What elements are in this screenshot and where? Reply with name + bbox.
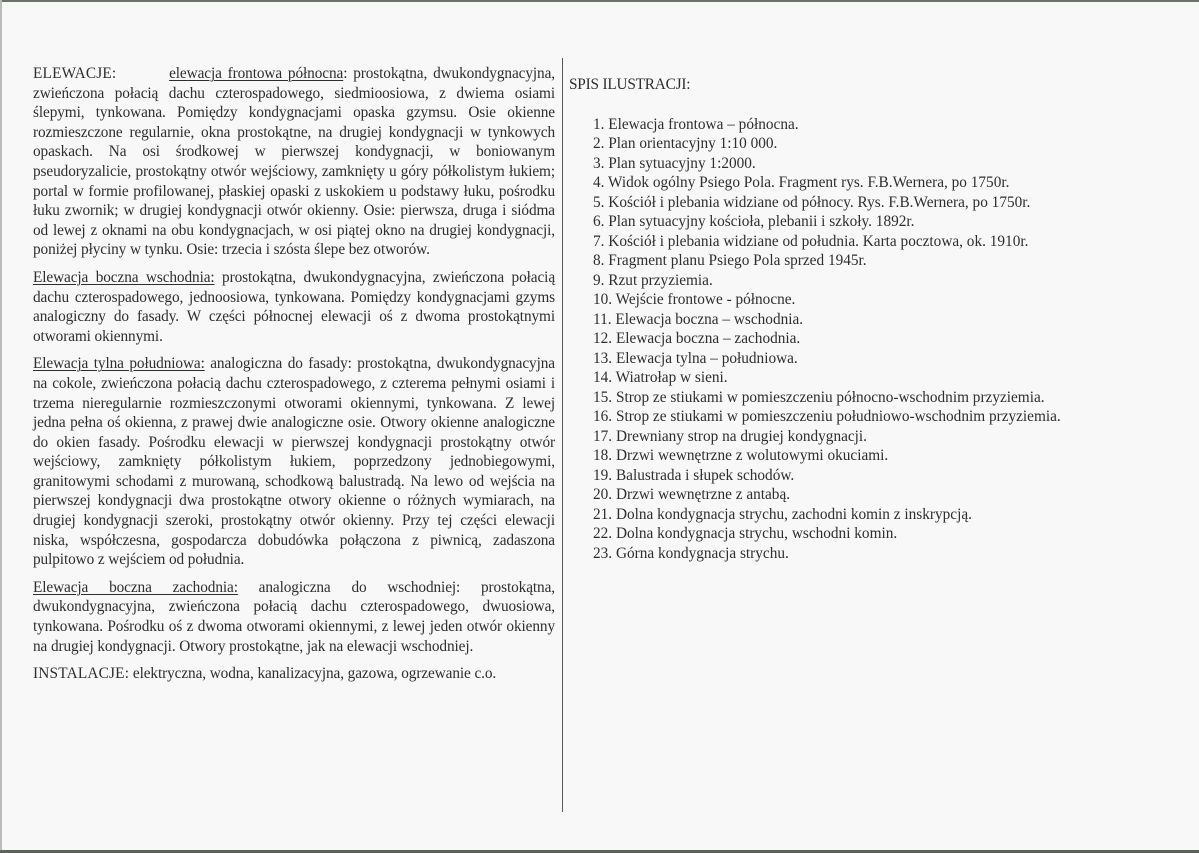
list-item: 19. Balustrada i słupek schodów. [593,466,795,484]
section-body: analogiczna do wschodniej: prostokątna, dwukondygnacyjna, zwieńczona połacią dachu czterospadowego, dwuosiowa, tynkowana. Pośrodku oś z dwoma otworami okiennymi, z lewej jeden otwór okienny na drugiej kondygnacji. Otwory prostokątne, jak na elewacji wschodniej. [33,578,555,655]
left-column [33,64,555,692]
section-elewacja-wschodnia [33,268,555,346]
list-item: 2. Plan orientacyjny 1:10 000. [593,135,778,153]
section-elewacja-zachodnia [33,578,555,656]
list-item: 10. Wejście frontowe - północne. [593,291,796,309]
list-item: 3. Plan sytuacyjny 1:2000. [593,154,756,172]
list-item: 9. Rzut przyziemia. [593,271,713,289]
section-heading: elewacja frontowa północna [169,65,344,82]
section-heading: Elewacja boczna wschodnia: [33,268,215,286]
section-body: elektryczna, wodna, kanalizacyjna, gazowa, ogrzewanie c.o. [129,665,497,683]
list-item: 15. Strop ze stiukami w pomieszczeniu północno-wschodnim przyziemia. [593,388,1045,406]
list-item: 21. Dolna kondygnacja strychu, zachodni komin z inskrypcją. [593,505,972,523]
section-lead-label: INSTALACJE: [33,665,130,683]
section-body: analogiczna do fasady: prostokątna, dwukondygnacyjna na cokole, zwieńczona połacią dachu czterospadowego, z czterema pełnymi osiami i trzema nieregularnie rozmieszczonymi otworami okiennymi, tynkowana. Z lewej jedna pełna oś okienna, z prawej dwie analogiczne osie. Otwory okienne analogiczne do okien fasady. Pośrodku elewacji w pierwszej kondygnacji prostokątny otwór wejściowy, zamknięty półkolistym łukiem, poprzedzony jednobiegowymi, granitowymi schodami z murowaną, schodkową balustradą. Na lewo od wejścia na pierwszej kondygnacji dwa prostokątne otwory okienne o różnych wymiarach, na drugiej kondygnacji szeroki, prostokątny otwór okienny. Przy tej części elewacji niska, współczesna, gospodarcza dobudówka połączona z piwnicą, zadaszona pulpitowo z wejściem od południa. [33,355,555,569]
section-elewacja-poludniowa [33,354,555,570]
list-item: 13. Elewacja tylna – południowa. [593,349,798,367]
section-heading: Elewacja tylna południowa: [33,355,205,373]
list-item: 7. Kościół i plebania widziane od południa. Karta pocztowa, ok. 1910r. [593,232,1029,250]
list-item: 17. Drewniany strop na drugiej kondygnacji. [593,427,868,445]
section-body: prostokątna, dwukondygnacyjna, zwieńczona połacią dachu czterospadowego, jednoosiowa, tynkowana. Pomiędzy kondygnacjami gzyms analogiczny do fasady. W części północnej elewacji oś z dwoma prostokątnymi otworami okiennymi. [33,268,556,345]
right-column [569,75,1169,563]
list-item: 1. Elewacja frontowa – północna. [593,115,799,133]
list-item: 18. Drzwi wewnętrzne z wolutowymi okuciami. [593,447,889,465]
list-item: 11. Elewacja boczna – wschodnia. [593,310,804,328]
illustrations-list [569,115,1169,564]
list-item: 20. Drzwi wewnętrzne z antabą. [593,486,791,504]
section-heading: Elewacja boczna zachodnia: [33,578,238,596]
list-item: 14. Wiatrołap w sieni. [593,369,728,387]
list-item: 4. Widok ogólny Psiego Pola. Fragment rys. F.B.Wernera, po 1750r. [593,174,1010,192]
section-elewacje-frontowa [33,64,555,260]
list-item: 5. Kościół i plebania widziane od północy. Rys. F.B.Wernera, po 1750r. [593,193,1031,211]
list-item: 12. Elewacja boczna – zachodnia. [593,330,801,348]
section-body: prostokątna, dwukondygnacyjna, zwieńczona połacią dachu czterospadowego, siedmioosiowa, z dwiema osiami ślepymi, tynkowana. Pomiędzy kondygnacjami opaska gzymsu. Osie okienne rozmieszczone regularnie, okna prostokątne, na drugiej kondygnacji w tynkowych opaskach. Na osi środkowej w pierwszej kondygnacji, w boniowanym pseudoryzalicie, prostokątny otwór wejściowy, zamknięty u góry półkolistym łukiem; portal w formie profilowanej, płaskiej opaski z uskokiem u podstawy łuku, pośrodku łuku zwornik; w drugiej kondygnacji otwór okienny. Osie: pierwsza, druga i siódma od lewej z oknami na obu kondygnacjach, w osi piątej okno na drugiej kondygnacji, poniżej płyciny w tynku. Osie: trzecia i szósta ślepe bez otworów. [33,65,555,259]
list-item: 16. Strop ze stiukami w pomieszczeniu południowo-wschodnim przyziemia. [593,408,1061,426]
illustrations-title: SPIS ILUSTRACJI: [569,76,691,93]
list-item: 6. Plan sytuacyjny kościoła, plebanii i szkoły. 1892r. [593,213,915,231]
list-item: 8. Fragment planu Psiego Pola sprzed 1945r. [593,252,867,270]
list-item: 23. Górna kondygnacja strychu. [593,544,789,562]
section-instalacje [33,664,555,684]
heading-suffix: : [343,65,348,82]
section-lead-label: ELEWACJE: [33,65,117,82]
column-divider [562,58,563,812]
list-item: 22. Dolna kondygnacja strychu, wschodni komin. [593,525,898,543]
